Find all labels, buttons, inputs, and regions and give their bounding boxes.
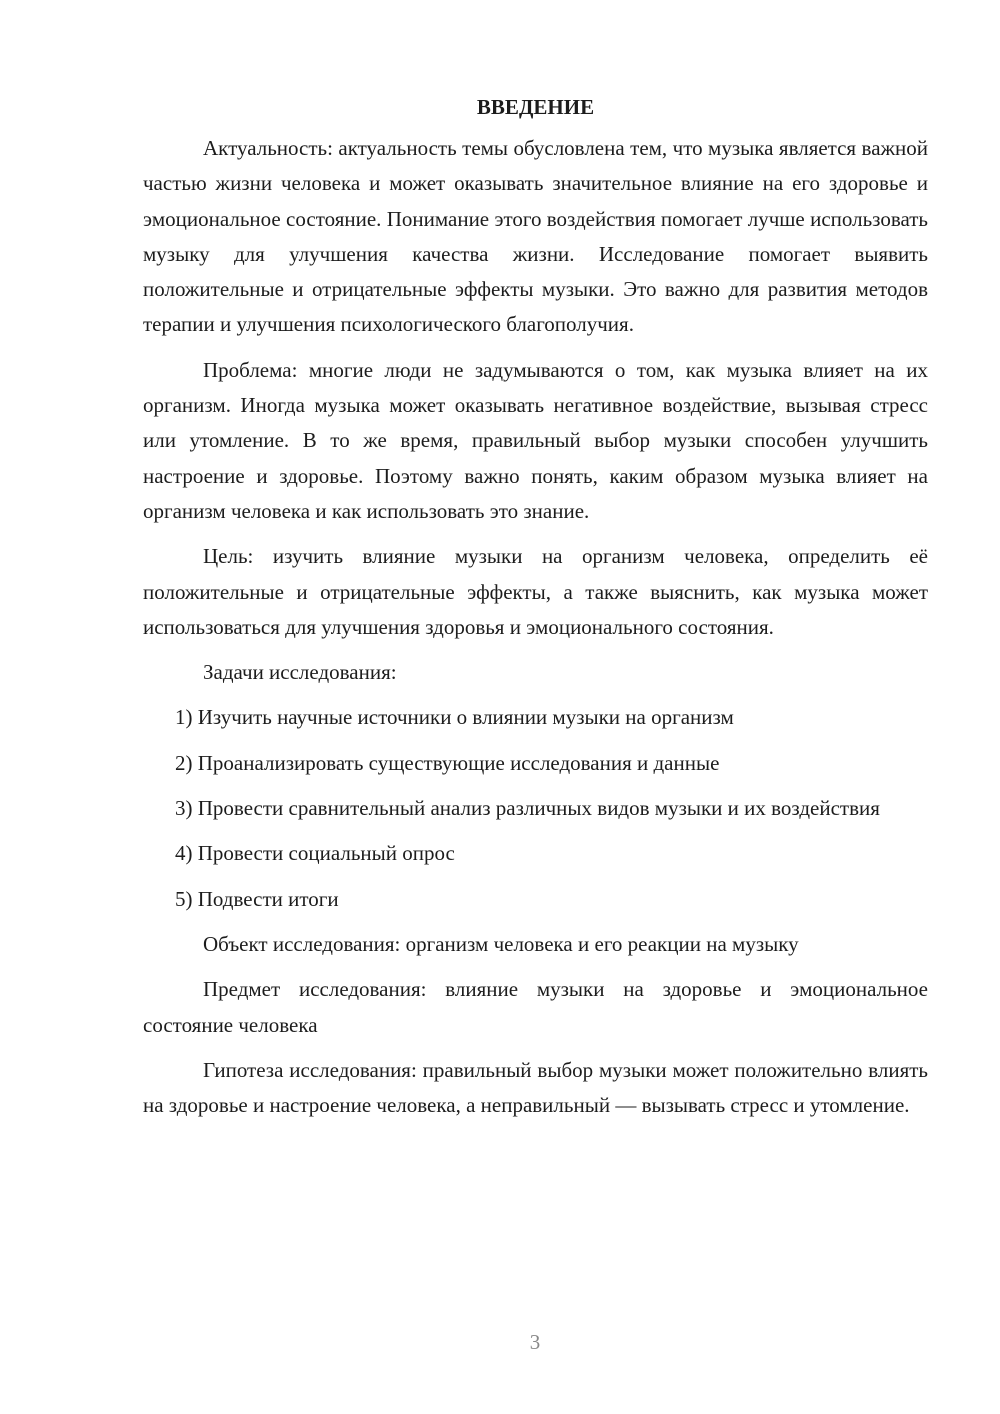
task-item: 4) Провести социальный опрос bbox=[175, 841, 455, 866]
paragraph-problem: Проблема: многие люди не задумываются о том, как музыка влияет на их организм. Иногда музыка может оказывать негативное воздействие, вызывая стресс или утомление. В то же время, правильный выбор музыки способен улучшить настроение и здоровье. Поэтому важно понять, каким образом музыка влияет на организм человека и как использовать это знание. bbox=[143, 357, 928, 523]
task-item: 3) Провести сравнительный анализ различных видов музыки и их воздействия bbox=[175, 796, 880, 821]
task-item: 1) Изучить научные источники о влиянии музыки на организм bbox=[175, 705, 734, 730]
task-item: 2) Проанализировать существующие исследования и данные bbox=[175, 750, 720, 775]
paragraph-goal: Цель: изучить влияние музыки на организм человека, определить её положительные и отрицательные эффекты, а также выяснить, как музыка может использоваться для улучшения здоровья и эмоционального состояния. bbox=[143, 544, 928, 639]
section-title: ВВЕДЕНИЕ bbox=[476, 95, 595, 119]
paragraph-tasks-heading: Задачи исследования: bbox=[203, 660, 397, 685]
paragraph-hypothesis: Гипотеза исследования: правильный выбор музыки может положительно влиять на здоровье и настроение человека, а неправильный — вызывать стресс и утомление. bbox=[143, 1057, 928, 1118]
paragraph-subject: Предмет исследования: влияние музыки на здоровье и эмоциональное состояние человека bbox=[143, 977, 928, 1037]
paragraph-relevance: Актуальность: актуальность темы обусловлена тем, что музыка является важной частью жизни человека и может оказывать значительное влияние на его здоровье и эмоциональное состояние. Понимание этого воздействия помогает лучше использовать музыку для улучшения качества жизни. Исследование помогает выявить положительные и отрицательные эффекты музыки. Это важно для развития методов терапии и улучшения психологического благополучия. bbox=[143, 136, 928, 337]
task-item: 5) Подвести итоги bbox=[175, 886, 339, 911]
page-number: 3 bbox=[529, 1330, 541, 1354]
paragraph-object: Объект исследования: организм человека и его реакции на музыку bbox=[203, 931, 799, 956]
document-page bbox=[143, 90, 928, 1133]
